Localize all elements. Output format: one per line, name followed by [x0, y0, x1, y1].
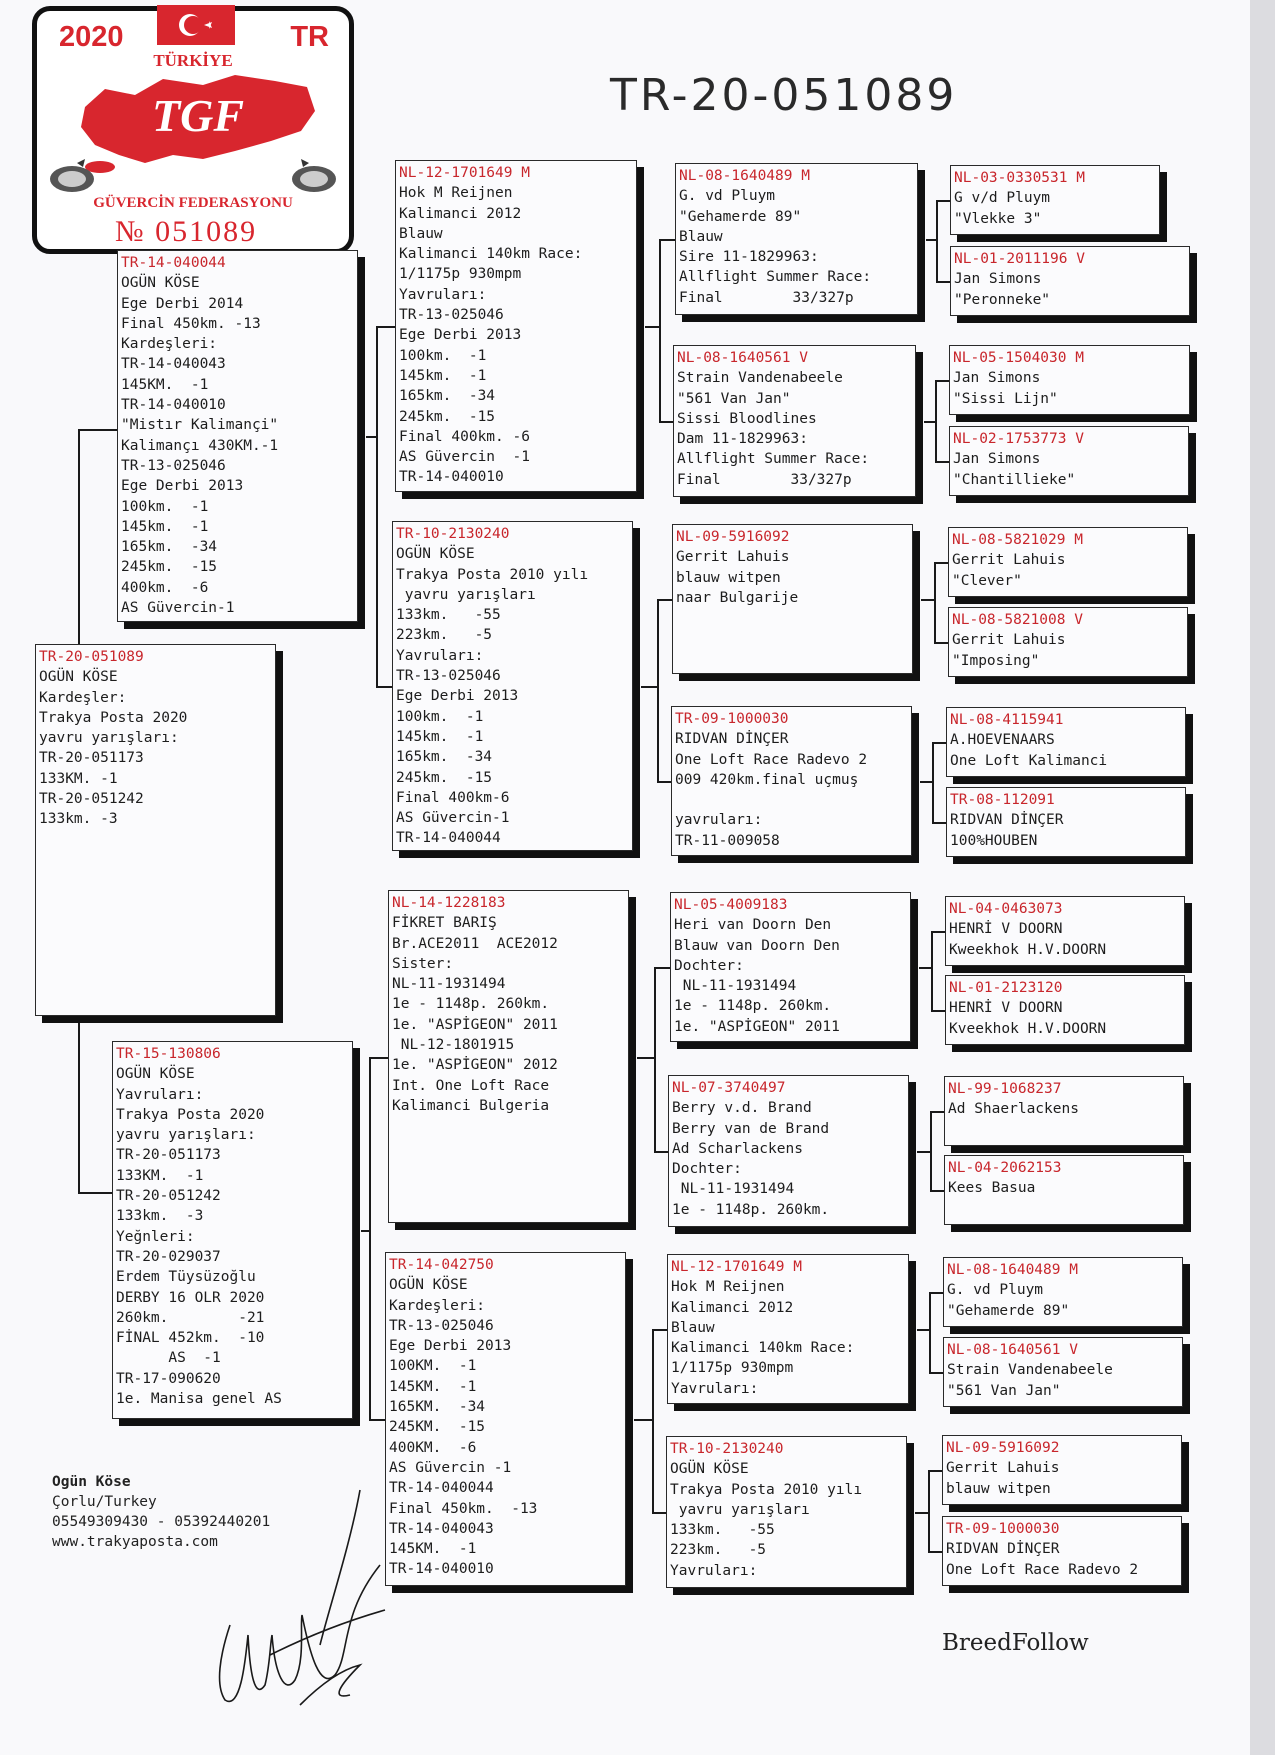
connector-line [659, 239, 675, 241]
connector-line [657, 781, 671, 783]
pigeon-card-grandsire-2[interactable] [388, 890, 629, 1223]
pigeon-info: Heri van Doorn Den Blauw van Doorn Den Dochter: NL-11-1931494 1e - 1148p. 260km. 1e. "ASPİGEON" 2011 [674, 917, 840, 1035]
connector-line [931, 1010, 945, 1012]
pigeon-info: G. vd Pluym "Gehamerde 89" Blauw Sire 11-1829963: Allflight Summer Race: Final 33/327p [679, 188, 872, 306]
connector-line [930, 1111, 932, 1190]
pigeon-ring: NL-04-2062153 [948, 1160, 1062, 1176]
pigeon-card-gen3-1[interactable] [675, 163, 918, 315]
connector-line [78, 1192, 112, 1194]
pigeon-ring: NL-08-5821029 M [952, 532, 1083, 548]
connector-line [654, 1151, 668, 1153]
owner-location: Çorlu/Turkey [52, 1494, 157, 1510]
pigeon-card-subject[interactable] [35, 644, 276, 1016]
connector-line [935, 461, 949, 463]
pigeon-info: Hok M Reijnen Kalimanci 2012 Blauw Kalimanci 140km Race: 1/1175p 930mpm Yavruları: TR-13-025046 Ege Derbi 2013 100km. -1 145km. -1 165km. -34 245km. -15 Final 400km. -6 AS Güvercin -1 TR-14-040010 [399, 185, 583, 486]
pigeon-ring: NL-08-1640489 M [947, 1262, 1078, 1278]
pigeon-card-gen3-2[interactable] [673, 345, 916, 497]
pigeon-info: HENRİ V DOORN Kveekhok H.V.DOORN [949, 1000, 1107, 1037]
pigeon-ring: NL-99-1068237 [948, 1081, 1062, 1097]
connector-line [657, 599, 659, 781]
connector-line [659, 239, 661, 421]
pigeon-info: RIDVAN DİNÇER One Loft Race Radevo 2 [946, 1541, 1139, 1578]
pigeon-ring: TR-14-042750 [389, 1257, 494, 1273]
pigeon-info: OGÜN KÖSE Kardeşler: Trakya Posta 2020 yavru yarışları: TR-20-051173 133KM. -1 TR-20-051242 133km. -3 [39, 669, 188, 828]
pigeon-card-gen4-7[interactable] [946, 707, 1186, 777]
connector-line [930, 1111, 944, 1113]
pigeon-info: A.HOEVENAARS One Loft Kalimanci [950, 732, 1108, 769]
connector-line [654, 967, 670, 969]
federation-badge [32, 6, 354, 254]
connector-line [654, 967, 656, 1151]
pigeon-ring: NL-08-1640561 V [947, 1342, 1078, 1358]
pigeon-ring: NL-03-0330531 M [954, 170, 1085, 186]
connector-line [376, 326, 395, 328]
pigeon-ring: NL-14-1228183 [392, 895, 506, 911]
connector-line [652, 1329, 667, 1331]
pigeon-info: Strain Vandenabeele "561 Van Jan" Sissi Bloodlines Dam 11-1829963: Allflight Summer Race: Final 33/327p [677, 370, 870, 488]
pigeon-emblem-left-icon [47, 159, 97, 193]
pigeon-info: HENRİ V DOORN Kweekhok H.V.DOORN [949, 921, 1107, 958]
pigeon-card-gen4-1[interactable] [950, 165, 1160, 235]
pigeon-info: OGÜN KÖSE Trakya Posta 2010 yılı yavru yarışları 133km. -55 223km. -5 Yavruları: TR-13-025046 Ege Derbi 2013 100km. -1 145km. -1 165km. -34 245km. -15 Final 400km-6 AS Güvercin-1 TR-14-040044 [396, 546, 589, 847]
pigeon-info: Gerrit Lahuis blauw witpen [946, 1460, 1060, 1497]
pigeon-info: OGÜN KÖSE Trakya Posta 2010 yılı yavru yarışları 133km. -55 223km. -5 Yavruları: [670, 1461, 863, 1579]
pigeon-card-gen4-13[interactable] [943, 1257, 1183, 1327]
pigeon-card-dam[interactable] [112, 1041, 353, 1419]
connector-line [928, 1470, 942, 1472]
pigeon-card-gen4-2[interactable] [950, 246, 1190, 316]
pigeon-card-gen4-9[interactable] [945, 896, 1185, 966]
badge-country: TR [290, 21, 329, 53]
pigeon-card-gen3-3[interactable] [672, 524, 913, 674]
connector-line [376, 326, 378, 686]
pigeon-info: RIDVAN DİNÇER One Loft Race Radevo 2 009 420km.final uçmuş yavruları: TR-11-009058 [675, 731, 868, 849]
pigeon-ring: NL-08-5821008 V [952, 612, 1083, 628]
pigeon-ring: NL-07-3740497 [672, 1080, 786, 1096]
pigeon-card-gen4-6[interactable] [948, 607, 1188, 677]
pigeon-card-gen4-16[interactable] [942, 1516, 1182, 1586]
owner-website[interactable]: www.trakyaposta.com [52, 1534, 218, 1550]
owner-phones: 05549309430 - 05392440201 [52, 1514, 271, 1530]
connector-line [917, 1151, 930, 1153]
pigeon-ring: TR-09-1000030 [675, 711, 789, 727]
pigeon-card-gen3-5[interactable] [670, 892, 911, 1042]
connector-line [934, 562, 948, 564]
connector-line [657, 599, 672, 601]
connector-line [376, 686, 392, 688]
connector-line [645, 326, 659, 328]
pigeon-card-gen3-6[interactable] [668, 1075, 909, 1227]
pigeon-card-gen4-11[interactable] [944, 1076, 1184, 1146]
badge-year: 2020 [59, 21, 124, 53]
pigeon-info: Berry v.d. Brand Berry van de Brand Ad Scharlackens Dochter: NL-11-1931494 1e - 1148p. 260km. [672, 1100, 830, 1218]
handwritten-signature [210, 1485, 390, 1715]
pigeon-ring: TR-10-2130240 [670, 1441, 784, 1457]
badge-number: № 051089 [115, 215, 258, 248]
pigeon-ring: NL-02-1753773 V [953, 431, 1084, 447]
pigeon-card-gen4-15[interactable] [942, 1435, 1182, 1505]
pigeon-info: Jan Simons "Chantillieke" [953, 451, 1076, 488]
connector-line [919, 967, 931, 969]
connector-line [931, 931, 933, 1010]
connector-line [932, 742, 934, 822]
connector-line [930, 1190, 944, 1192]
turkey-map-icon [75, 67, 321, 177]
pigeon-info: Hok M Reijnen Kalimanci 2012 Blauw Kalimanci 140km Race: 1/1175p 930mpm Yavruları: [671, 1279, 855, 1397]
connector-line [928, 1551, 942, 1553]
pigeon-ring: TR-20-051089 [39, 649, 144, 665]
connector-line [920, 781, 932, 783]
pigeon-card-gen3-4[interactable] [671, 706, 912, 856]
connector-line [78, 429, 117, 431]
connector-line [641, 686, 657, 688]
connector-line [915, 1512, 928, 1514]
pigeon-info: FİKRET BARIŞ Br.ACE2011 ACE2012 Sister: NL-11-1931494 1e - 1148p. 260km. 1e. "ASPİGEON" 2011 NL-12-1801915 1e. "ASPİGEON" 2012 Int. One Loft Race Kalimanci Bulgeria [392, 915, 558, 1114]
pigeon-card-gen4-3[interactable] [949, 345, 1190, 415]
pigeon-ring: TR-14-040044 [121, 255, 226, 271]
pigeon-info: Jan Simons "Sissi Lijn" [953, 370, 1058, 407]
pigeon-card-sire[interactable] [117, 250, 358, 622]
pigeon-card-gen4-8[interactable] [946, 787, 1186, 857]
connector-line [659, 421, 673, 423]
pigeon-info: OGÜN KÖSE Yavruları: Trakya Posta 2020 yavru yarışları: TR-20-051173 133KM. -1 TR-20-051242 133km. -3 Yeğnleri: TR-20-029037 Erdem Tüysüzoğlu DERBY 16 OLR 2020 260km. -21 FİNAL 452km. -10 AS -1 TR-17-090620 1e. Manisa genel AS [116, 1066, 282, 1408]
connector-line [369, 1057, 371, 1420]
pigeon-info: Gerrit Lahuis "Clever" [952, 552, 1066, 589]
pigeon-card-gen3-7[interactable] [667, 1254, 909, 1404]
connector-line [929, 1292, 931, 1372]
pigeon-ring: NL-09-5916092 [676, 529, 790, 545]
connector-line [634, 1419, 652, 1421]
connector-line [361, 1230, 369, 1232]
pigeon-card-gen4-4[interactable] [949, 426, 1189, 496]
owner-name: Ogün Köse [52, 1474, 131, 1490]
connector-line [921, 599, 934, 601]
connector-line [366, 436, 376, 438]
pigeon-ring: TR-10-2130240 [396, 526, 510, 542]
pigeon-ring: NL-05-1504030 M [953, 350, 1084, 366]
badge-country-name: TÜRKİYE [153, 51, 233, 70]
pigeon-info: Strain Vandenabeele "561 Van Jan" [947, 1362, 1113, 1399]
connector-line [936, 281, 950, 283]
connector-line [934, 562, 936, 642]
page-title: TR-20-051089 [610, 70, 958, 121]
pigeon-ring: NL-08-1640561 V [677, 350, 808, 366]
pigeon-info: G. vd Pluym "Gehamerde 89" [947, 1282, 1070, 1319]
pigeon-info: Gerrit Lahuis "Imposing" [952, 632, 1066, 669]
pigeon-ring: NL-09-5916092 [946, 1440, 1060, 1456]
pigeon-ring: NL-12-1701649 M [399, 165, 530, 181]
pigeon-card-granddam-1[interactable] [392, 521, 633, 851]
pigeon-card-gen4-12[interactable] [944, 1155, 1184, 1225]
connector-line [929, 1372, 943, 1374]
connector-line [936, 200, 938, 281]
pigeon-info: OGÜN KÖSE Ege Derbi 2014 Final 450km. -13 Kardeşleri: TR-14-040043 145KM. -1 TR-14-040010 "Mistır Kalimançi" Kalimançı 430KM.-1 TR-13-025046 Ege Derbi 2013 100km. -1 145km. -1 165km. -34 245km. -15 400km. -6 AS Güvercin-1 [121, 275, 279, 617]
connector-line [928, 1470, 930, 1551]
page-edge [1250, 0, 1275, 1755]
pigeon-ring: TR-08-112091 [950, 792, 1055, 808]
pigeon-card-gen4-14[interactable] [943, 1337, 1183, 1407]
pigeon-ring: NL-01-2123120 [949, 980, 1063, 996]
connector-line [934, 642, 948, 644]
pigeon-ring: TR-09-1000030 [946, 1521, 1060, 1537]
turkish-flag-icon [157, 5, 235, 45]
pigeon-emblem-right-icon [289, 159, 339, 193]
connector-line [652, 1512, 666, 1514]
connector-line [924, 421, 935, 423]
badge-logo: TGF [152, 90, 244, 141]
pigeon-ring: NL-04-0463073 [949, 901, 1063, 917]
pigeon-info: G v/d Pluym "Vlekke 3" [954, 190, 1051, 227]
connector-line [917, 1329, 929, 1331]
pigeon-card-granddam-2[interactable] [385, 1252, 626, 1586]
connector-line [652, 1329, 654, 1512]
connector-line [936, 200, 950, 202]
pigeon-card-gen3-8[interactable] [666, 1436, 907, 1588]
pigeon-info: Gerrit Lahuis blauw witpen naar Bulgarije [676, 549, 799, 606]
connector-line [369, 1419, 385, 1421]
pigeon-card-gen4-10[interactable] [945, 975, 1185, 1045]
pigeon-info: RIDVAN DİNÇER 100%HOUBEN [950, 812, 1064, 849]
pigeon-ring: NL-05-4009183 [674, 897, 788, 913]
connector-line [369, 1057, 388, 1059]
connector-line [929, 1292, 943, 1294]
pigeon-ring: NL-12-1701649 M [671, 1259, 802, 1275]
pigeon-info: OGÜN KÖSE Kardeşleri: TR-13-025046 Ege Derbi 2013 100KM. -1 145KM. -1 165KM. -34 245KM. -15 400KM. -6 AS Güvercin -1 TR-14-040044 Final 450km. -13 TR-14-040043 145KM. -1 TR-14-040010 [389, 1277, 538, 1578]
connector-line [931, 931, 945, 933]
connector-line [932, 742, 946, 744]
pigeon-info: Ad Shaerlackens [948, 1101, 1079, 1118]
pigeon-info: Kees Basua [948, 1180, 1036, 1197]
pigeon-ring: TR-15-130806 [116, 1046, 221, 1062]
pigeon-ring: NL-08-1640489 M [679, 168, 810, 184]
connector-line [637, 1057, 654, 1059]
brand-logo: BreedFollow [942, 1630, 1089, 1656]
pigeon-card-grandsire-1[interactable] [395, 160, 637, 492]
connector-line [926, 239, 936, 241]
connector-line [932, 822, 946, 824]
pigeon-info: Jan Simons "Peronneke" [954, 271, 1051, 308]
connector-line [935, 380, 937, 461]
connector-line [935, 380, 949, 382]
pigeon-card-gen4-5[interactable] [948, 527, 1188, 597]
badge-federation: GÜVERCİN FEDERASYONU [93, 195, 293, 211]
pigeon-ring: NL-01-2011196 V [954, 251, 1085, 267]
pigeon-ring: NL-08-4115941 [950, 712, 1064, 728]
